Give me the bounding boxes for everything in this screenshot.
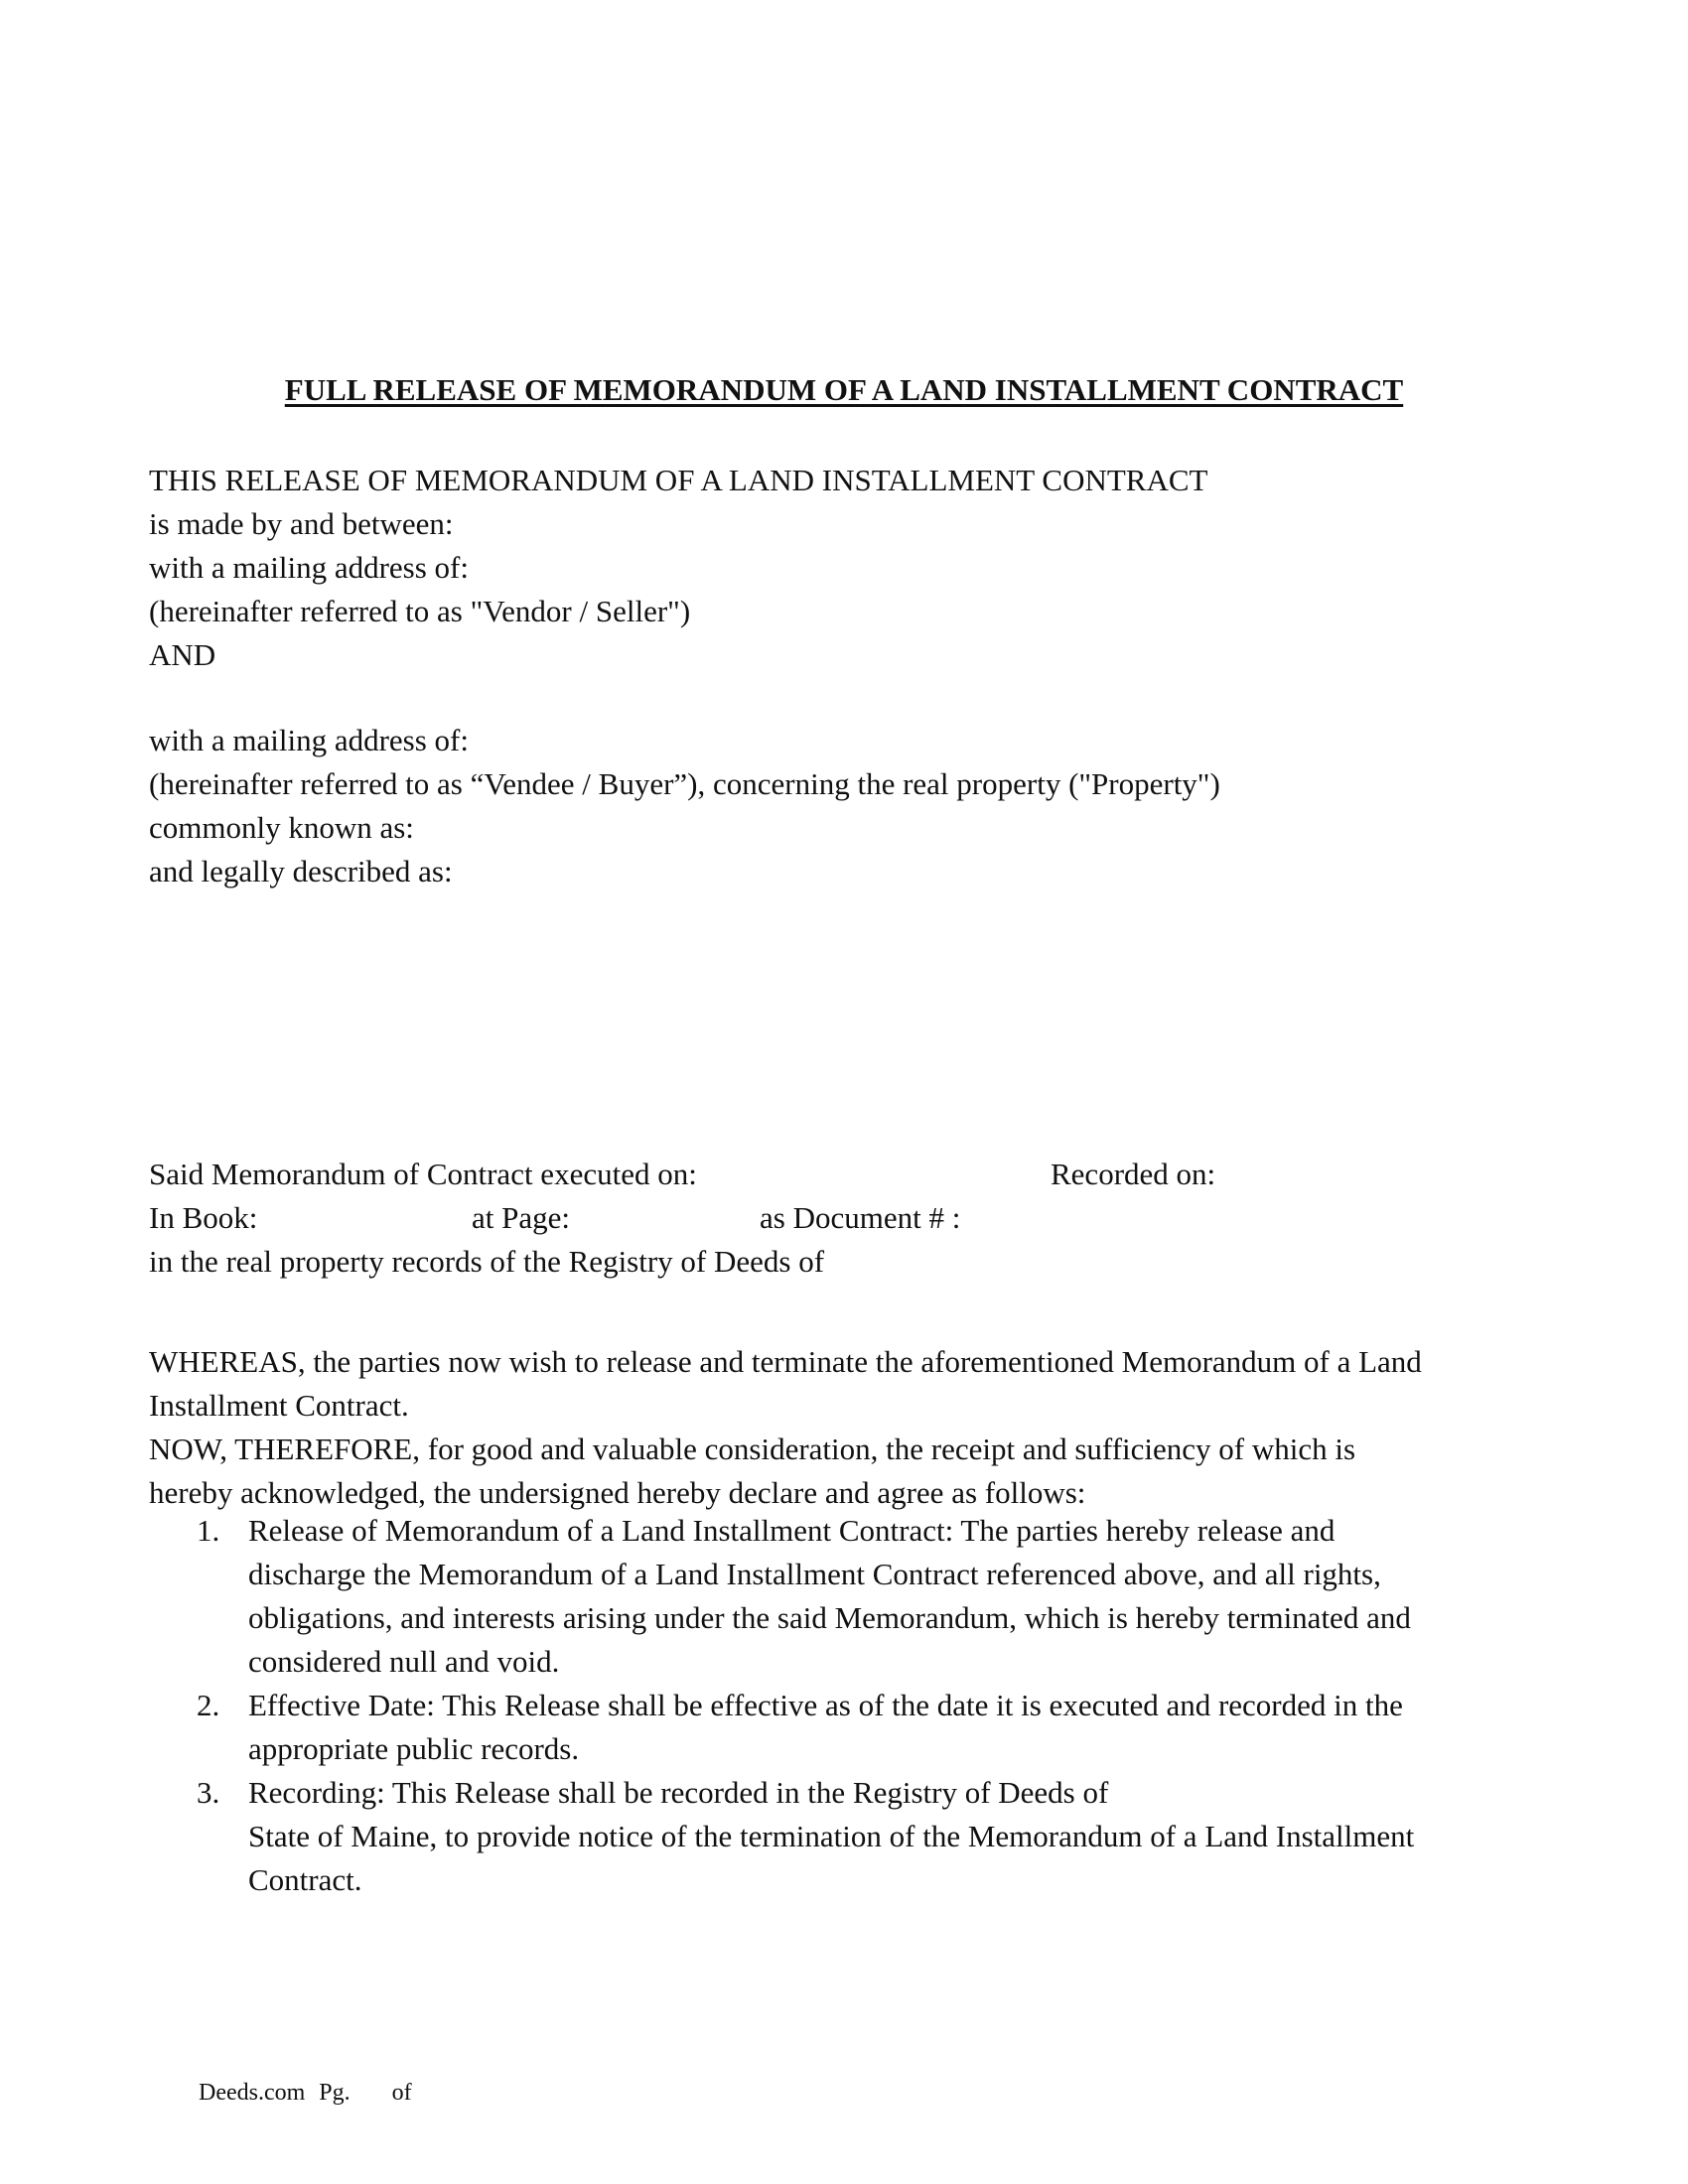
clause-line: considered null and void. [248,1644,560,1679]
clause-number: 3. [197,1775,220,1810]
vendee-line: (hereinafter referred to as “Vendee / Buyer”), concerning the real property ("Property") [149,766,1220,801]
footer-page-label: Pg. [319,2080,351,2106]
footer-site: Deeds.com [199,2080,306,2106]
page-label: at Page: [472,1200,570,1235]
intro-line: THIS RELEASE OF MEMORANDUM OF A LAND INSTALLMENT CONTRACT [149,463,1208,497]
executed-on-label: Said Memorandum of Contract executed on: [149,1157,697,1191]
intro-line: with a mailing address of: [149,550,469,585]
clause-line: Contract. [248,1862,362,1897]
intro-block [149,459,1539,677]
clause-line: discharge the Memorandum of a Land Installment Contract referenced above, and all rights, [248,1557,1381,1591]
page-footer [199,2080,412,2107]
clause-line: appropriate public records. [248,1731,580,1766]
document-number-label: as Document # : [760,1200,961,1235]
book-label: In Book: [149,1200,258,1235]
clause-number: 2. [197,1688,220,1722]
clause-line: Release of Memorandum of a Land Installment Contract: The parties hereby release and [248,1513,1336,1548]
whereas-line: WHEREAS, the parties now wish to release and terminate the aforementioned Memorandum of a Land [149,1344,1422,1379]
whereas-block [149,1340,1539,1515]
clause-line: Effective Date: This Release shall be effective as of the date it is executed and recorded in the [248,1688,1403,1722]
whereas-line: Installment Contract. [149,1388,409,1423]
clause-line: State of Maine, to provide notice of the termination of the Memorandum of a Land Installment [248,1819,1415,1853]
vendee-block [149,719,1539,893]
clause-item [149,1509,1539,1684]
clause-number: 1. [197,1513,220,1548]
clause-line: obligations, and interests arising under the said Memorandum, which is hereby terminated and [248,1600,1411,1635]
clause-item [149,1771,1539,1902]
now-therefore-line: hereby acknowledged, the undersigned hereby declare and agree as follows: [149,1475,1086,1510]
intro-line: (hereinafter referred to as "Vendor / Seller") [149,594,691,628]
vendee-line: with a mailing address of: [149,723,469,757]
recorded-on-label: Recorded on: [1051,1157,1216,1191]
footer-of-label: of [391,2080,412,2106]
registry-line: in the real property records of the Registry of Deeds of [149,1244,825,1279]
clause-line: Recording: This Release shall be recorded in the Registry of Deeds of [248,1775,1109,1810]
vendee-line: and legally described as: [149,854,453,888]
clause-item [149,1684,1539,1771]
intro-line: AND [149,637,216,672]
clause-list [149,1509,1539,1902]
now-therefore-line: NOW, THEREFORE, for good and valuable consideration, the receipt and sufficiency of which is [149,1432,1356,1466]
vendee-line: commonly known as: [149,810,414,845]
intro-line: is made by and between: [149,506,454,541]
document-title: FULL RELEASE OF MEMORANDUM OF A LAND INSTALLMENT CONTRACT [284,372,1404,407]
